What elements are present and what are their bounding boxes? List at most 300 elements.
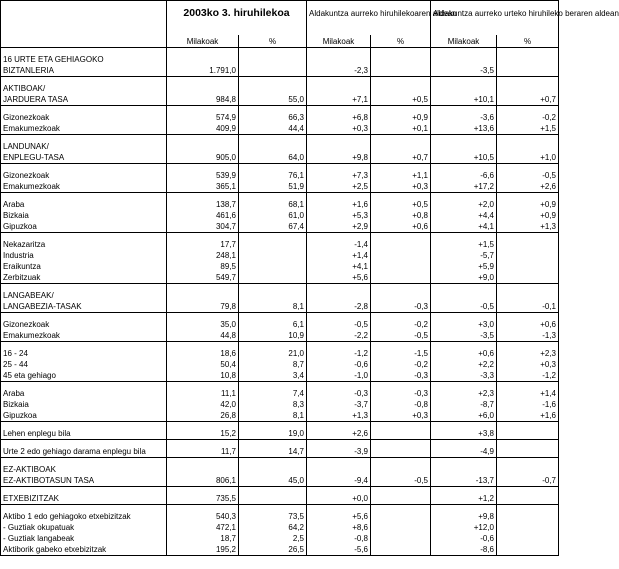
value-text: +2,6 [352, 429, 368, 438]
value-text: +2,3 [540, 349, 556, 358]
value-cell [497, 487, 559, 505]
value-text: 905,0 [215, 153, 236, 162]
row-label [3, 330, 164, 341]
value-text: 35,0 [220, 320, 236, 329]
value-cell [167, 106, 239, 135]
row-value [169, 199, 236, 210]
value-cell [239, 487, 307, 505]
row-value [309, 348, 368, 359]
row-label [3, 239, 164, 250]
row-value [241, 141, 304, 163]
value-text: 540,3 [215, 512, 236, 521]
value-text: +3,0 [478, 320, 494, 329]
header-blank-cell [1, 1, 167, 48]
value-text: 10,9 [288, 331, 304, 340]
value-text: 2,5 [292, 534, 304, 543]
row-label-line: LANGABEAK/ [3, 291, 54, 300]
row-value [433, 221, 494, 232]
row-value [169, 330, 236, 341]
value-cell [307, 342, 371, 382]
row-value [169, 522, 236, 533]
row-value [433, 272, 494, 283]
value-text: 8,1 [292, 302, 304, 311]
value-cell [371, 440, 431, 458]
row-value [241, 348, 304, 359]
value-text: -5,6 [354, 545, 368, 554]
value-cell [371, 313, 431, 342]
row-label [3, 83, 164, 105]
row-label-line: Bizkaia [3, 211, 29, 220]
value-text: +1,3 [352, 411, 368, 420]
row-label-line: Araba [3, 200, 25, 209]
value-text: 365,1 [215, 182, 236, 191]
value-text: +2,5 [352, 182, 368, 191]
row-label-line: 16 URTE ETA GEHIAGOKO [3, 55, 104, 64]
row-value [169, 533, 236, 544]
value-cell [431, 233, 497, 284]
value-text: 26,8 [220, 411, 236, 420]
value-cell [497, 77, 559, 106]
row-value [169, 210, 236, 221]
row-value [241, 533, 304, 544]
row-value [169, 181, 236, 192]
row-value [433, 199, 494, 210]
value-text: 195,2 [215, 545, 236, 554]
value-text: +7,3 [352, 171, 368, 180]
row-value [309, 493, 368, 504]
row-value [241, 54, 304, 76]
row-value [499, 112, 556, 123]
row-value [241, 290, 304, 312]
row-value [373, 170, 428, 181]
table-row-group [1, 313, 559, 342]
row-value [241, 359, 304, 370]
row-value [241, 388, 304, 399]
value-cell [167, 164, 239, 193]
row-value [499, 170, 556, 181]
value-text: -0,6 [354, 360, 368, 369]
value-text: -0,3 [354, 389, 368, 398]
row-value [433, 330, 494, 341]
value-cell [371, 164, 431, 193]
value-text: -0,2 [414, 320, 428, 329]
row-value [309, 250, 368, 261]
value-cell [497, 48, 559, 77]
value-text: -3,5 [480, 66, 494, 75]
value-text: 6,1 [292, 320, 304, 329]
row-value [499, 83, 556, 105]
row-value [499, 181, 556, 192]
row-value [499, 272, 556, 283]
value-text: 68,1 [288, 200, 304, 209]
row-value [169, 250, 236, 261]
value-text: 549,7 [215, 273, 236, 282]
row-value [309, 544, 368, 555]
value-text: -1,2 [542, 371, 556, 380]
row-value [433, 446, 494, 457]
value-text: +2,2 [478, 360, 494, 369]
quarter-change-header: Aldakuntza aurreko hiruhilekoaren aldean [307, 1, 431, 35]
value-text: 73,5 [288, 512, 304, 521]
unit-thousands-header: Milakoak [431, 35, 497, 48]
value-cell [431, 487, 497, 505]
value-cell [497, 193, 559, 233]
row-value [169, 446, 236, 457]
row-value [433, 533, 494, 544]
value-text: 79,8 [220, 302, 236, 311]
row-label [3, 199, 164, 210]
value-text: 248,1 [215, 251, 236, 260]
value-text: -5,7 [480, 251, 494, 260]
value-cell [497, 382, 559, 422]
row-value [373, 533, 428, 544]
row-label [3, 141, 164, 163]
table-row-group [1, 342, 559, 382]
row-label-line: Emakumezkoak [3, 331, 60, 340]
row-value [241, 250, 304, 261]
row-label-line: Urte 2 edo gehiago darama enplegu bila [3, 447, 146, 456]
value-cell [307, 313, 371, 342]
row-value [433, 239, 494, 250]
value-cell [307, 382, 371, 422]
row-label [3, 54, 164, 76]
value-text: -8,7 [480, 400, 494, 409]
value-text: +9,0 [478, 273, 494, 282]
value-text: 10,8 [220, 371, 236, 380]
value-text: -2,8 [354, 302, 368, 311]
value-text: 8,3 [292, 400, 304, 409]
row-value [433, 210, 494, 221]
row-value [373, 261, 428, 272]
value-text: +0,3 [412, 411, 428, 420]
row-value [169, 544, 236, 555]
row-label-cell [1, 422, 167, 440]
row-value [241, 221, 304, 232]
row-value [309, 239, 368, 250]
value-text: +0,3 [352, 124, 368, 133]
value-text: +0,7 [540, 95, 556, 104]
row-value [241, 446, 304, 457]
row-value [309, 221, 368, 232]
row-label-cell [1, 193, 167, 233]
row-value [499, 544, 556, 555]
value-cell [431, 458, 497, 487]
value-text: 67,4 [288, 222, 304, 231]
value-cell [497, 233, 559, 284]
value-cell [497, 440, 559, 458]
value-text: 138,7 [215, 200, 236, 209]
row-value [499, 319, 556, 330]
row-label-line: Gipuzkoa [3, 411, 37, 420]
row-label [3, 388, 164, 399]
value-cell [431, 284, 497, 313]
table-row-group [1, 458, 559, 487]
row-label-line: LANGABEZIA-TASAK [3, 302, 82, 311]
value-cell [307, 48, 371, 77]
table-row-group [1, 106, 559, 135]
row-value [169, 123, 236, 134]
value-text: 8,7 [292, 360, 304, 369]
row-value [499, 511, 556, 522]
value-text: +10,5 [473, 153, 494, 162]
row-value [309, 359, 368, 370]
value-text [499, 65, 556, 76]
value-cell [167, 440, 239, 458]
value-text: -1,0 [354, 371, 368, 380]
unit-thousands-header: Milakoak [307, 35, 371, 48]
value-text [373, 65, 428, 76]
row-value [373, 493, 428, 504]
row-value [309, 261, 368, 272]
value-cell [239, 135, 307, 164]
value-text: -0,8 [414, 400, 428, 409]
value-cell [371, 135, 431, 164]
row-value [499, 210, 556, 221]
row-label [3, 170, 164, 181]
value-text: 461,6 [215, 211, 236, 220]
row-value [499, 199, 556, 210]
row-value [433, 261, 494, 272]
row-value [499, 123, 556, 134]
row-value [169, 464, 236, 486]
value-cell [239, 313, 307, 342]
row-label-cell [1, 284, 167, 313]
value-text: -3,5 [480, 331, 494, 340]
value-cell [431, 77, 497, 106]
value-cell [371, 505, 431, 556]
value-text: +0,9 [412, 113, 428, 122]
value-cell [307, 487, 371, 505]
row-value [309, 272, 368, 283]
value-text: +0,7 [412, 153, 428, 162]
row-label-line: Emakumezkoak [3, 182, 60, 191]
row-value [169, 112, 236, 123]
row-label [3, 464, 164, 486]
row-value [499, 370, 556, 381]
row-value [169, 290, 236, 312]
row-value [309, 199, 368, 210]
value-cell [497, 342, 559, 382]
row-value [373, 210, 428, 221]
value-text: 50,4 [220, 360, 236, 369]
value-text: -0,2 [542, 113, 556, 122]
table-row-group [1, 164, 559, 193]
row-value [241, 522, 304, 533]
row-value [169, 511, 236, 522]
value-text: +8,6 [352, 523, 368, 532]
value-cell [307, 422, 371, 440]
value-text: 51,9 [288, 182, 304, 191]
row-label-cell [1, 440, 167, 458]
value-text: 574,9 [215, 113, 236, 122]
value-cell [497, 422, 559, 440]
row-label [3, 261, 164, 272]
unit-percent-header: % [371, 35, 431, 48]
row-value [241, 199, 304, 210]
row-label [3, 533, 164, 544]
value-text: -1,4 [354, 240, 368, 249]
row-value [499, 261, 556, 272]
row-value [241, 181, 304, 192]
row-label-line: 25 - 44 [3, 360, 28, 369]
value-cell [497, 505, 559, 556]
row-value [433, 83, 494, 105]
value-cell [497, 458, 559, 487]
value-text: -0,2 [414, 360, 428, 369]
row-value [241, 272, 304, 283]
row-label [3, 446, 164, 457]
row-value [433, 181, 494, 192]
row-value [241, 261, 304, 272]
value-cell [371, 382, 431, 422]
row-value [241, 544, 304, 555]
row-value [433, 123, 494, 134]
value-cell [167, 505, 239, 556]
value-cell [431, 313, 497, 342]
row-value [169, 83, 236, 105]
row-value [433, 250, 494, 261]
value-text: 19,0 [288, 429, 304, 438]
row-value [241, 123, 304, 134]
table-row-group [1, 284, 559, 313]
row-label-line: ENPLEGU-TASA [3, 153, 65, 162]
row-value [309, 522, 368, 533]
value-cell [307, 458, 371, 487]
value-cell [167, 135, 239, 164]
value-text: +1,1 [412, 171, 428, 180]
row-value [373, 522, 428, 533]
row-value [309, 54, 368, 76]
row-value [241, 511, 304, 522]
row-value [373, 428, 428, 439]
value-cell [431, 48, 497, 77]
value-cell [497, 135, 559, 164]
row-value [241, 428, 304, 439]
row-label-line: Aktibo 1 edo gehiagoko etxebizitzak [3, 512, 131, 521]
row-value [169, 141, 236, 163]
value-text: -8,6 [480, 545, 494, 554]
value-text: +9,8 [478, 512, 494, 521]
value-text: +1,4 [540, 389, 556, 398]
row-label-line: BIZTANLERIA [3, 66, 54, 75]
value-text: -1,6 [542, 400, 556, 409]
value-cell [371, 342, 431, 382]
row-value [241, 239, 304, 250]
row-value [169, 319, 236, 330]
row-value [373, 410, 428, 421]
value-text: 44,4 [288, 124, 304, 133]
row-label-cell [1, 77, 167, 106]
value-text: 64,0 [288, 153, 304, 162]
value-cell [239, 342, 307, 382]
row-label [3, 250, 164, 261]
value-text: 984,8 [215, 95, 236, 104]
row-value [241, 112, 304, 123]
value-text: +4,4 [478, 211, 494, 220]
value-text: 735,5 [215, 494, 236, 503]
row-value [433, 410, 494, 421]
row-value [309, 464, 368, 486]
row-value [373, 272, 428, 283]
value-text: +5,6 [352, 512, 368, 521]
value-text: 45,0 [288, 476, 304, 485]
value-text: -0,3 [414, 302, 428, 311]
row-label [3, 221, 164, 232]
row-label-line: Gipuzkoa [3, 222, 37, 231]
value-cell [307, 233, 371, 284]
row-label-line: Gizonezkoak [3, 320, 50, 329]
value-text: 539,9 [215, 171, 236, 180]
row-value [433, 290, 494, 312]
row-label [3, 348, 164, 359]
row-value [373, 83, 428, 105]
value-text: +0,3 [540, 360, 556, 369]
value-cell [307, 440, 371, 458]
row-value [241, 410, 304, 421]
value-text: 304,7 [215, 222, 236, 231]
value-cell [167, 233, 239, 284]
row-value [309, 181, 368, 192]
value-text: +0,5 [412, 95, 428, 104]
row-value [433, 170, 494, 181]
value-text: 8,1 [292, 411, 304, 420]
table-row-group [1, 193, 559, 233]
row-value [169, 359, 236, 370]
value-text: +0,6 [540, 320, 556, 329]
value-text: -3,6 [480, 113, 494, 122]
row-value [169, 239, 236, 250]
value-text: 21,0 [288, 349, 304, 358]
value-text: -3,7 [354, 400, 368, 409]
value-text: +2,9 [352, 222, 368, 231]
row-label-line: Industria [3, 251, 34, 260]
row-label [3, 181, 164, 192]
value-text: +9,8 [352, 153, 368, 162]
row-label-cell [1, 164, 167, 193]
value-cell [307, 193, 371, 233]
row-label-line: Gizonezkoak [3, 113, 50, 122]
value-text: -9,4 [354, 476, 368, 485]
row-value [499, 348, 556, 359]
value-text: -6,6 [480, 171, 494, 180]
value-cell [431, 505, 497, 556]
row-label-line: EZ-AKTIBOTASUN TASA [3, 476, 95, 485]
value-cell [431, 135, 497, 164]
row-value [169, 170, 236, 181]
value-text: +4,1 [478, 222, 494, 231]
row-value [169, 272, 236, 283]
row-label [3, 210, 164, 221]
row-value [499, 221, 556, 232]
row-value [309, 446, 368, 457]
value-text: +7,1 [352, 95, 368, 104]
value-text: -2,2 [354, 331, 368, 340]
row-value [169, 410, 236, 421]
value-cell [371, 233, 431, 284]
value-text: 11,7 [221, 447, 236, 456]
row-value [433, 464, 494, 486]
row-value [499, 446, 556, 457]
row-label-line: - Guztiak langabeak [3, 534, 75, 543]
row-label-line: EZ-AKTIBOAK [3, 465, 56, 474]
row-label-cell [1, 382, 167, 422]
row-label-cell [1, 342, 167, 382]
row-label [3, 428, 164, 439]
row-value [433, 370, 494, 381]
value-text: -1,5 [414, 349, 428, 358]
value-text: 11,1 [221, 389, 236, 398]
value-cell [307, 505, 371, 556]
